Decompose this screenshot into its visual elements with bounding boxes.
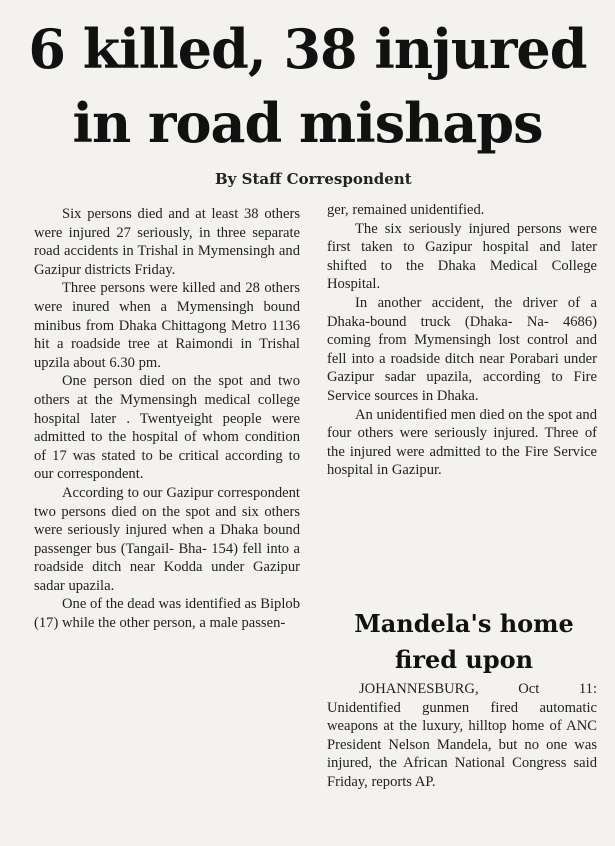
article-column-right: [327, 201, 597, 480]
article-paragraph: An unidentified men died on the spot and four others were seriously injured. Three of the injured were admitted to the Fire Service hospital in Gazipur.: [327, 406, 597, 479]
mandela-article: [327, 680, 597, 792]
article-paragraph: The six seriously injured persons were first taken to Gazipur hospital and later shifted to the Dhaka Medical College Hospital.: [327, 220, 597, 293]
article-paragraph: In another accident, the driver of a Dhaka-bound truck (Dhaka- Na- 4686) coming from Mymensingh lost control and fell into a roadside ditch near Porabari under Gazipur sadar upazila, according to Fire Service sources in Dhaka.: [327, 294, 597, 404]
headline-line-1: 6 killed, 38 injured: [28, 17, 587, 81]
mandela-headline-line-1: Mandela's home: [354, 609, 574, 638]
article-paragraph: Three persons were killed and 28 others were inured when a Mymensingh bound minibus from Dhaka Chittagong Metro 1136 hit a roadside tree at Raimondi in Trishal upzila about 6.30 pm.: [34, 280, 300, 371]
article-paragraph: ger, remained unidentified.: [327, 202, 485, 218]
article-column-left: [34, 205, 300, 633]
mandela-paragraph: JOHANNESBURG, Oct 11: Unidentified gunmen fired automatic weapons at the luxury, hilltop home of ANC President Nelson Mandela, but no one was injured, the African National Congress said Friday, reports AP.: [327, 681, 597, 790]
article-paragraph: One person died on the spot and two others at the Mymensingh medical college hospital later . Twentyeight people were admitted to the hospital of whom condition of 17 was stated to be critical according to our correspondent.: [34, 373, 300, 483]
article-paragraph: According to our Gazipur correspondent two persons died on the spot and six others were seriously injured when a Dhaka bound passenger bus (Tangail- Bha- 154) fell into a roadside ditch near Kodda under Gazipur sadar upazila.: [34, 484, 300, 594]
headline-line-2: in road mishaps: [72, 91, 543, 155]
article-paragraph: Six persons died and at least 38 others were injured 27 seriously, in three separate road accidents in Trishal in Mymensingh and Gazipur districts Friday.: [34, 206, 300, 278]
byline: By Staff Correspondent: [215, 170, 412, 188]
mandela-headline-line-2: fired upon: [394, 645, 534, 674]
article-paragraph: One of the dead was identified as Biplob (17) while the other person, a male passen-: [34, 596, 300, 632]
